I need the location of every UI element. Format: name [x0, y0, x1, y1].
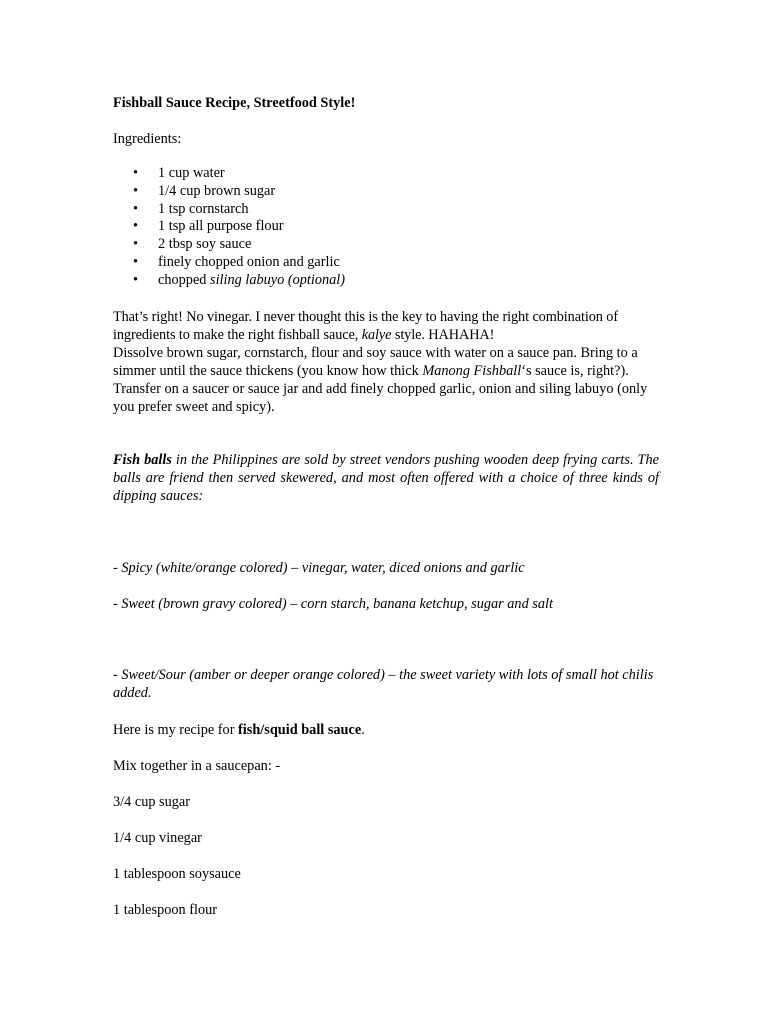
- list-item: [113, 253, 659, 271]
- recipe-line: 1 tablespoon flour: [113, 902, 218, 918]
- document-title: Fishball Sauce Recipe, Streetfood Style!: [113, 95, 356, 111]
- paragraph-mix-together: Mix together in a saucepan: -: [113, 758, 281, 774]
- ingredients-heading: Ingredients:: [113, 131, 182, 147]
- recipe-line: 1/4 cup vinegar: [113, 830, 202, 846]
- bullet-icon: •: [133, 218, 139, 235]
- sauce-sweet-sour: - Sweet/Sour (amber or deeper orange colored) – the sweet variety with lots of small hot chilis added.: [113, 667, 654, 701]
- recipe-line: 3/4 cup sugar: [113, 794, 191, 810]
- list-item: [113, 271, 659, 289]
- paragraph-text: style. HAHAHA!: [391, 327, 495, 343]
- bullet-icon: •: [133, 236, 139, 253]
- paragraph-instructions: [113, 344, 659, 416]
- bold-lead-text: Fish balls: [113, 452, 172, 468]
- sauce-spicy: - Spicy (white/orange colored) – vinegar, water, diced onions and garlic: [113, 560, 525, 576]
- paragraph-text: .: [361, 722, 365, 738]
- ingredient-italic-text: siling labuyo (optional): [210, 271, 346, 288]
- ingredient-text: 1/4 cup brown sugar: [158, 182, 276, 199]
- emphasis-text: Manong Fishball: [422, 363, 522, 379]
- bold-text: fish/squid ball sauce: [238, 722, 362, 738]
- bullet-icon: •: [133, 182, 139, 199]
- paragraph-text: in the Philippines are sold by street vendors pushing wooden deep frying carts. The balls are friend then served skewered, and most often offered with a choice of three kinds of dipping sauces:: [113, 452, 660, 504]
- emphasis-text: kalye: [361, 327, 392, 343]
- ingredient-text: 1 tsp cornstarch: [158, 200, 249, 217]
- paragraph-no-vinegar: [113, 308, 659, 344]
- ingredients-list: [113, 164, 659, 289]
- paragraph-my-recipe: [113, 721, 659, 739]
- ingredient-text: chopped: [158, 271, 211, 288]
- ingredient-text: 1 tsp all purpose flour: [158, 218, 284, 235]
- list-item: [113, 235, 659, 253]
- ingredient-text: 2 tbsp soy sauce: [158, 236, 252, 253]
- list-item: [113, 200, 659, 218]
- paragraph-text: ‘s sauce is, right?). Transfer on a saucer or sauce jar and add finely chopped garlic, onion and siling labuyo (only you prefer sweet and spicy).: [113, 363, 648, 415]
- list-item: [113, 164, 659, 182]
- bullet-icon: •: [133, 165, 139, 181]
- bullet-icon: •: [133, 200, 139, 217]
- bullet-icon: •: [133, 271, 139, 288]
- sauce-sweet: - Sweet (brown gravy colored) – corn starch, banana ketchup, sugar and salt: [113, 596, 553, 612]
- paragraph-text: Dissolve brown sugar, cornstarch, flour and soy sauce with water on a sauce pan. Bring to a simmer until the sauce thickens (you know how thick: [113, 345, 638, 379]
- ingredient-text: 1 cup water: [158, 165, 225, 181]
- paragraph-text: That’s right! No vinegar. I never thought this is the key to having the right combination of ingredients to make the right fishball sauce,: [113, 309, 618, 343]
- recipe-line: 1 tablespoon soysauce: [113, 866, 241, 882]
- list-item: [113, 217, 659, 235]
- paragraph-text: Here is my recipe for: [113, 722, 239, 738]
- paragraph-fish-balls: [113, 451, 659, 505]
- ingredient-text: finely chopped onion and garlic: [158, 253, 340, 270]
- bullet-icon: •: [133, 253, 139, 270]
- list-item: [113, 182, 659, 200]
